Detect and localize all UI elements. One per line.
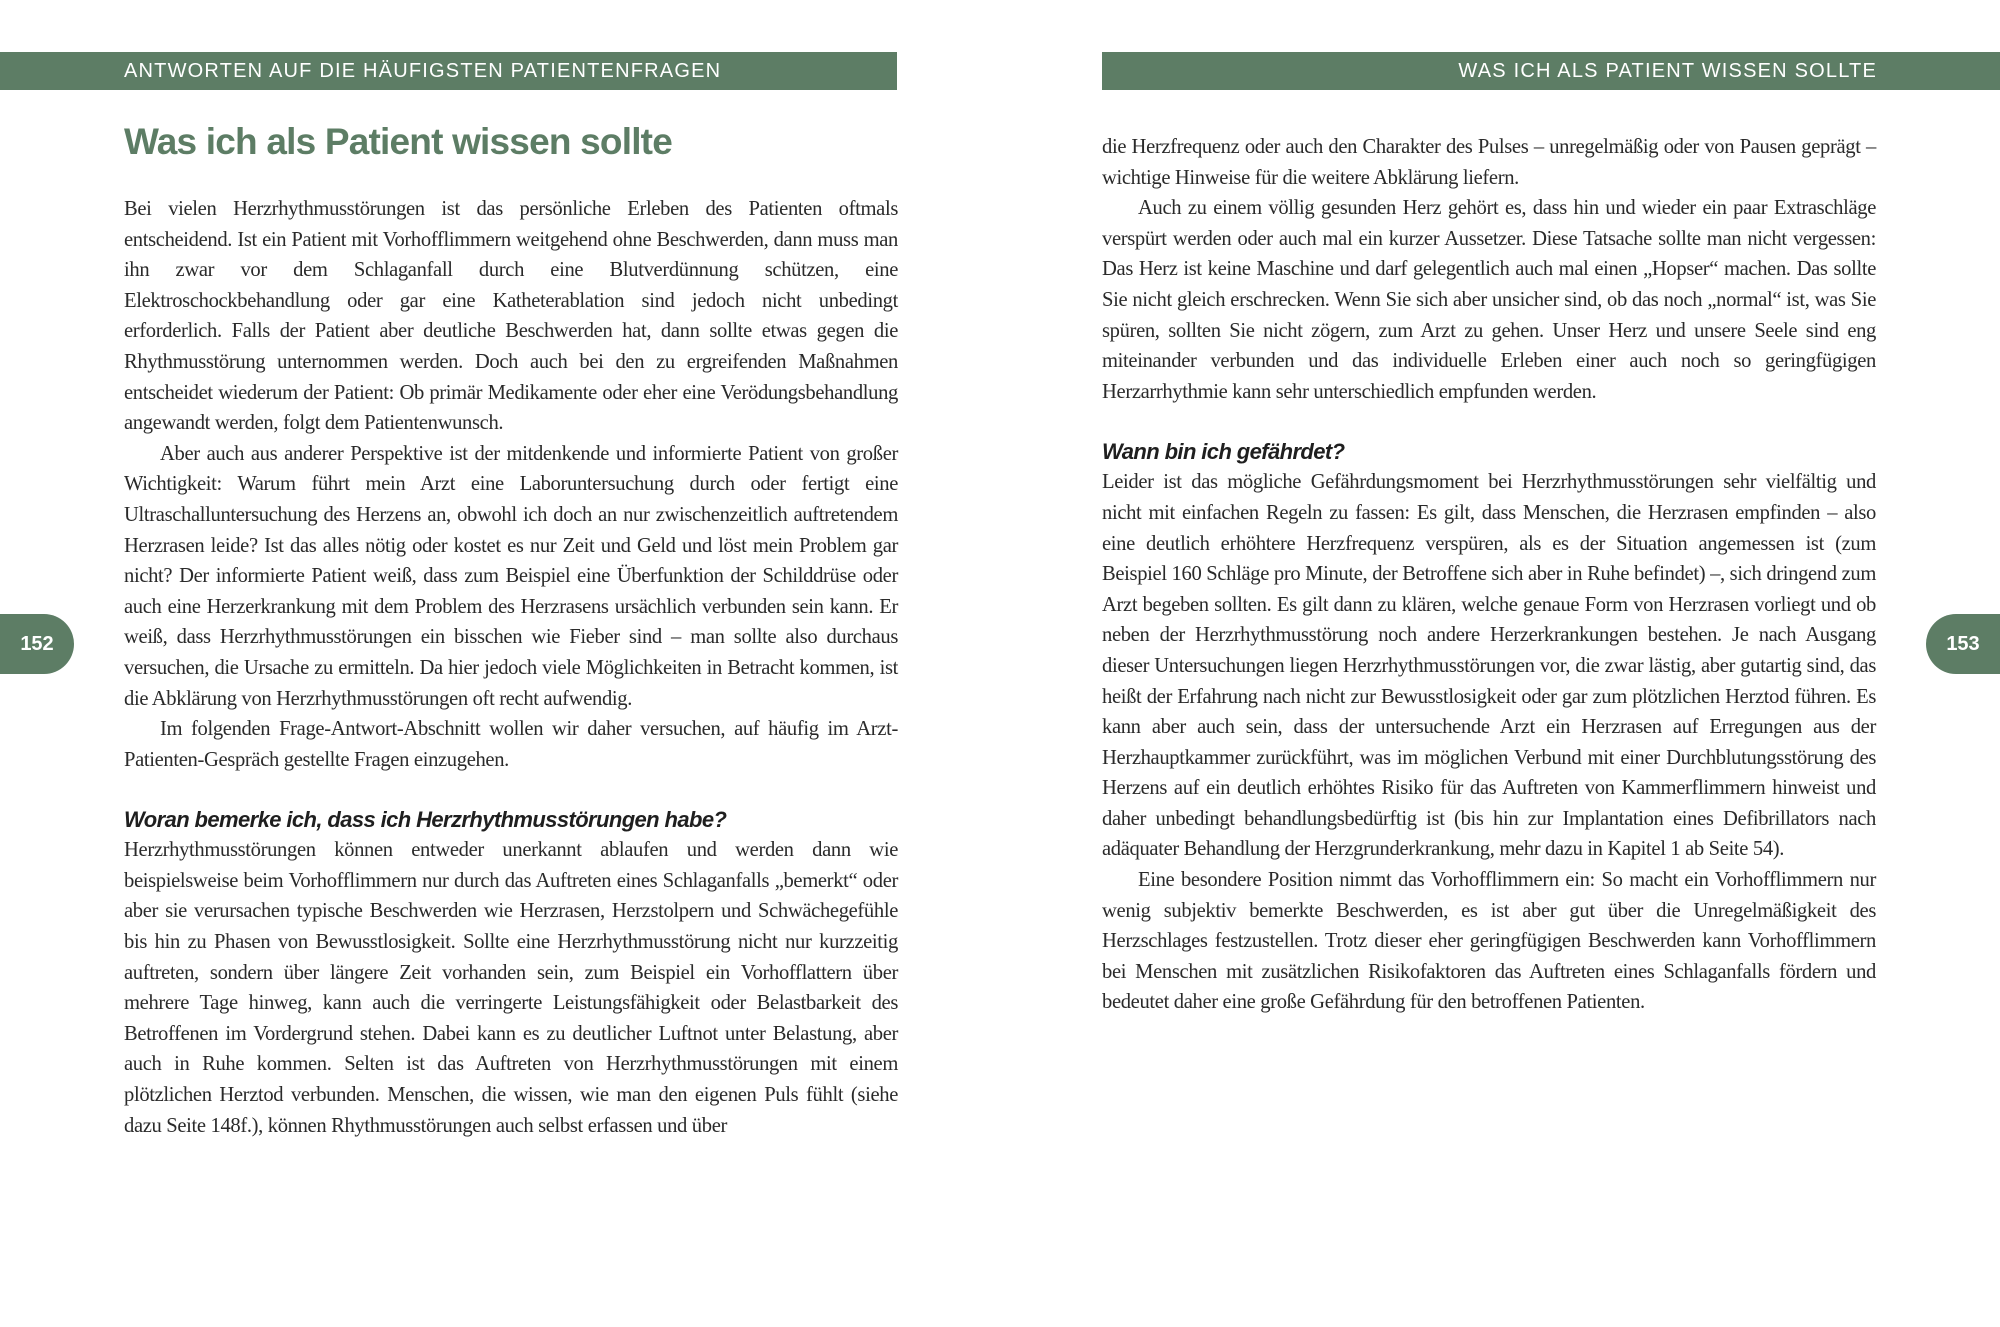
paragraph: Bei vielen Herzrhythmusstörungen ist das persönliche Erleben des Patienten oftmals entscheidend. Ist ein Patient mit Vorhofflimmern weitgehend ohne Beschwerden, dann muss man ihn zwar vor dem Schlaganfall durch eine Blutverdünnung schützen, eine Elektroschockbehandlung oder gar eine Katheterablation sind jedoch nicht unbedingt erforderlich. Falls der Patient aber deutliche Beschwerden hat, dann sollte etwas gegen die Rhythmusstörung unternommen werden. Doch auch bei den zu ergreifenden Maßnahmen entscheidet wiederum der Patient: Ob primär Medikamente oder eher eine Verödungsbehandlung angewandt werden, folgt dem Patientenwunsch.: [124, 198, 898, 435]
running-header-left-text: ANTWORTEN AUF DIE HÄUFIGSTEN PATIENTENFRAGEN: [124, 60, 722, 82]
running-header-right: [1102, 52, 2000, 90]
page-title: Was ich als Patient wissen sollte: [124, 121, 672, 162]
paragraph: Aber auch aus anderer Perspektive ist der mitdenkende und informierte Patient von großer Wichtigkeit: Warum führt mein Arzt eine Laboruntersuchung durch oder fertigt eine Ultraschalluntersuchung des Herzens an, obwohl ich doch an nur zwischenzeitlich auftretendem Herzrasen leide? Ist das alles nötig oder kostet es nur Zeit und Geld und löst mein Problem gar nicht? Der informierte Patient weiß, dass zum Beispiel eine Überfunktion der Schilddrüse oder auch eine Herzerkrankung mit dem Problem des Herzrasens ursächlich verbunden sein kann. Er weiß, dass Herzrhythmusstörungen ein bisschen wie Fieber sind – man sollte also durchaus versuchen, die Ursache zu ermitteln. Da hier jedoch viele Möglichkeiten in Betracht kommen, ist die Abklärung von Herzrhythmusstörungen oft recht aufwendig.: [124, 442, 898, 710]
section-subheading: Wann bin ich gefährdet?: [1102, 439, 1345, 465]
section-subheading: Woran bemerke ich, dass ich Herzrhythmusstörungen habe?: [124, 807, 727, 833]
running-header-left: [0, 52, 897, 90]
paragraph: Leider ist das mögliche Gefährdungsmoment bei Herzrhythmusstörungen sehr vielfältig und nicht mit einfachen Regeln zu fassen: Es gilt, dass Menschen, die Herzrasen empfinden – also eine deutlich erhöhtere Herzfrequenz verspüren, als es der Situation angemessen ist (zum Beispiel 160 Schläge pro Minute, der Betroffene sich aber in Ruhe befindet) –, sich dringend zum Arzt begeben sollten. Es gilt dann zu klären, welche genaue Form von Herzrasen vorliegt und ob neben der Herzrhythmusstörung noch andere Herzerkrankungen bestehen. Je nach Ausgang dieser Untersuchungen liegen Herzrhythmusstörungen vor, die zwar lästig, aber gutartig sind, das heißt der Erfahrung nach nicht zur Bewusstlosigkeit oder gar zum plötzlichen Herztod führen. Es kann aber auch sein, dass der untersuchende Arzt ein Herzrasen auf Erregungen aus der Herzhauptkammer zurückführt, was im möglichen Verbund mit einer Durchblutungsstörung des Herzens auf ein deutlich erhöhtes Risiko für das Auftreten von Kammerflimmern hinweist und daher unbedingt behandlungsbedürftig ist (bis hin zur Implantation eines Defibrillators nach adäquater Behandlung der Herzgrunderkrankung, mehr dazu in Kapitel 1 ab Seite 54).: [1102, 471, 1876, 861]
paragraph: Herzrhythmusstörungen können entweder unerkannt ablaufen und werden dann wie beispielsweise beim Vorhofflimmern nur durch das Auftreten eines Schlaganfalls „bemerkt“ oder aber sie verursachen typische Beschwerden wie Herzrasen, Herzstolpern und Schwächegefühle bis hin zu Phasen von Bewusstlosigkeit. Sollte eine Herzrhythmusstörung nicht nur kurzzeitig auftreten, sondern über längere Zeit vorhanden sein, zum Beispiel ein Vorhofflattern über mehrere Tage hinweg, kann auch die verringerte Leistungsfähigkeit oder Belastbarkeit des Betroffenen im Vordergrund stehen. Dabei kann es zu deutlicher Luftnot unter Belastung, aber auch in Ruhe kommen. Selten ist das Auftreten von Herzrhythmusstörungen mit einem plötzlichen Herztod verbunden. Menschen, die wissen, wie man den eigenen Puls fühlt (siehe dazu Seite 148f.), können Rhythmusstörungen auch selbst erfassen und über: [124, 839, 898, 1137]
paragraph: Eine besondere Position nimmt das Vorhofflimmern ein: So macht ein Vorhofflimmern nur wenig subjektiv bemerkte Beschwerden, es ist aber gut über die Unregelmäßigkeit des Herzschlages festzustellen. Trotz dieser eher geringfügigen Beschwerden kann Vorhofflimmern bei Menschen mit zusätzlichen Risikofaktoren das Auftreten eines Schlaganfalls fördern und bedeutet daher eine große Gefährdung für den betroffenen Patienten.: [1102, 869, 1876, 1014]
left-page-column: [124, 118, 898, 1141]
right-page-column: [1102, 132, 1876, 1018]
page-number-tab-left: [0, 614, 74, 674]
page-number-tab-right: [1926, 614, 2000, 674]
page-number-left: 152: [20, 633, 54, 655]
running-header-right-text: WAS ICH ALS PATIENT WISSEN SOLLTE: [1458, 60, 1877, 82]
paragraph: Im folgenden Frage-Antwort-Abschnitt wollen wir daher versuchen, auf häufig im Arzt-Patienten-Gespräch gestellte Fragen einzugehen.: [124, 718, 898, 771]
paragraph: Auch zu einem völlig gesunden Herz gehört es, dass hin und wieder ein paar Extraschläge verspürt werden oder auch mal ein kurzer Aussetzer. Diese Tatsache sollte man nicht vergessen: Das Herz ist keine Maschine und darf gelegentlich auch mal einen „Hopser“ machen. Das sollte Sie nicht gleich erschrecken. Wenn Sie sich aber unsicher sind, ob das noch „normal“ ist, was Sie spüren, sollten Sie nicht zögern, zum Arzt zu gehen. Unser Herz und unsere Seele sind eng miteinander verbunden und das individuelle Erleben einer auch noch so geringfügigen Herzarrhythmie kann sehr unterschiedlich empfunden werden.: [1102, 197, 1876, 403]
paragraph: die Herzfrequenz oder auch den Charakter des Pulses – unregelmäßig oder von Pausen geprägt – wichtige Hinweise für die weitere Abklärung liefern.: [1102, 136, 1876, 189]
page-number-right: 153: [1946, 633, 1980, 655]
